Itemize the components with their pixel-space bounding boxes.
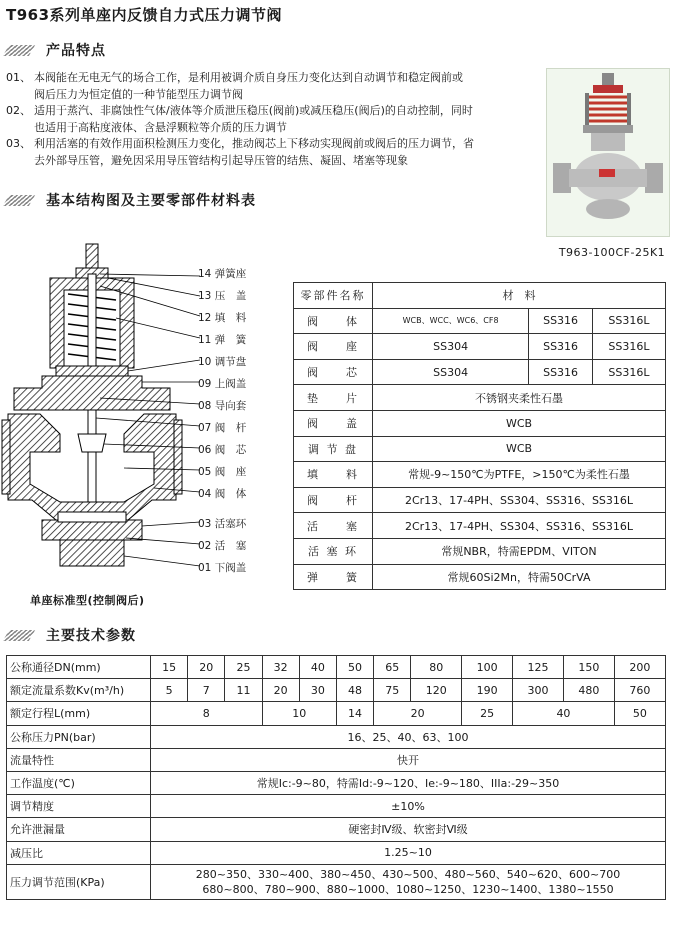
materials-table: [293, 282, 666, 590]
section-title: 基本结构图及主要零部件材料表: [46, 193, 256, 209]
page-title: T963系列单座内反馈自力式压力调节阀: [6, 6, 283, 24]
valve-photo: [546, 68, 670, 237]
table-row: 压力调节范围(KPa) 280~350、330~400、380~450、430~500、480~560、540~620、600~700 680~800、780~900、880~1000、1080~1250、1230~1400、1380~1550: [7, 864, 666, 899]
table-row: 阀 座 SS304 SS316 SS316L: [294, 334, 666, 360]
part-label: 08 导向套: [198, 400, 247, 412]
hatch-icon: [6, 630, 32, 641]
table-row: 活 塞 2Cr13、17-4PH、SS304、SS316、SS316L: [294, 513, 666, 539]
table-row: 弹 簧 常规60Si2Mn，特需50CrVA: [294, 564, 666, 590]
part-label: 05 阀 座: [198, 466, 247, 478]
part-label: 07 阀 杆: [198, 422, 247, 434]
part-label: 04 阀 体: [198, 488, 247, 500]
photo-caption: T963-100CF-25K1: [558, 246, 666, 259]
feature-item: 03、 利用活塞的有效作用面积检测压力变化，推动阀芯上下移动实现阀前或阀后的压力调节，省 去外部导压管，避免因采用导压管结构引起导压管的结焦、凝固、堵塞等现象: [6, 137, 474, 167]
section-title: 主要技术参数: [46, 628, 136, 644]
section-tech-header: [6, 625, 136, 645]
tech-params-table: [6, 655, 666, 900]
part-label: 02 活 塞: [198, 540, 247, 552]
table-row: 公称通径DN(mm) 15 20 25 32 40 50 65 80 100 125 150 200: [7, 656, 666, 679]
part-label: 10 调节盘: [198, 356, 247, 368]
table-row: 垫 片 不锈钢夹柔性石墨: [294, 385, 666, 411]
table-row: 工作温度(℃) 常规Ic:-9~80，特需Id:-9~120、Ie:-9~180、IIIa:-29~350: [7, 771, 666, 794]
feature-item: 01、 本阀能在无电无气的场合工作，是利用被调介质自身压力变化达到自动调节和稳定阀前或 阀后压力为恒定值的一种节能型压力调节阀: [6, 71, 463, 101]
table-row: 额定流量系数Kv(m³/h) 5 7 11 20 30 48 75 120 190 300 480 760: [7, 679, 666, 702]
part-label: 11 弹 簧: [198, 334, 247, 346]
drawing-caption: 单座标准型(控制阀后): [30, 594, 145, 607]
table-row: 活 塞 环 常规NBR，特需EPDM、VITON: [294, 538, 666, 564]
table-row: 减压比 1.25~10: [7, 841, 666, 864]
part-label: 03 活塞环: [198, 518, 247, 530]
table-row: 阀 芯 SS304 SS316 SS316L: [294, 359, 666, 385]
table-row: 阀 体 WCB、WCC、WC6、CF8 SS316 SS316L: [294, 308, 666, 334]
hatch-icon: [6, 45, 32, 56]
part-label: 12 填 料: [198, 312, 247, 324]
hatch-icon: [6, 195, 32, 206]
table-row: 调节精度 ±10%: [7, 795, 666, 818]
part-label: 13 压 盖: [198, 290, 247, 302]
part-label: 01 下阀盖: [198, 562, 247, 574]
section-structure-header: [6, 190, 256, 210]
features-list: [6, 70, 526, 169]
part-label: 09 上阀盖: [198, 378, 247, 390]
table-row: 填 料 常规-9~150℃为PTFE，>150℃为柔性石墨: [294, 462, 666, 488]
valve-cross-section-drawing: [0, 238, 290, 588]
table-row: 零部件名称 材 料: [294, 283, 666, 309]
table-row: 调 节 盘 WCB: [294, 436, 666, 462]
table-row: 允许泄漏量 硬密封Ⅳ级、软密封Ⅵ级: [7, 818, 666, 841]
section-features-header: [6, 40, 106, 60]
section-title: 产品特点: [46, 43, 106, 59]
table-row: 公称压力PN(bar) 16、25、40、63、100: [7, 725, 666, 748]
table-row: 阀 盖 WCB: [294, 410, 666, 436]
table-row: 流量特性 快开: [7, 748, 666, 771]
table-row: 额定行程L(mm) 8 10 14 20 25 40 50: [7, 702, 666, 725]
part-label: 14 弹簧座: [198, 268, 247, 280]
feature-item: 02、 适用于蒸汽、非腐蚀性气体/液体等介质泄压稳压(阀前)或减压稳压(阀后)的自动控制，同时 也适用于高粘度液体、含悬浮颗粒等介质的压力调节: [6, 104, 473, 134]
table-row: 阀 杆 2Cr13、17-4PH、SS304、SS316、SS316L: [294, 487, 666, 513]
part-label: 06 阀 芯: [198, 444, 247, 456]
